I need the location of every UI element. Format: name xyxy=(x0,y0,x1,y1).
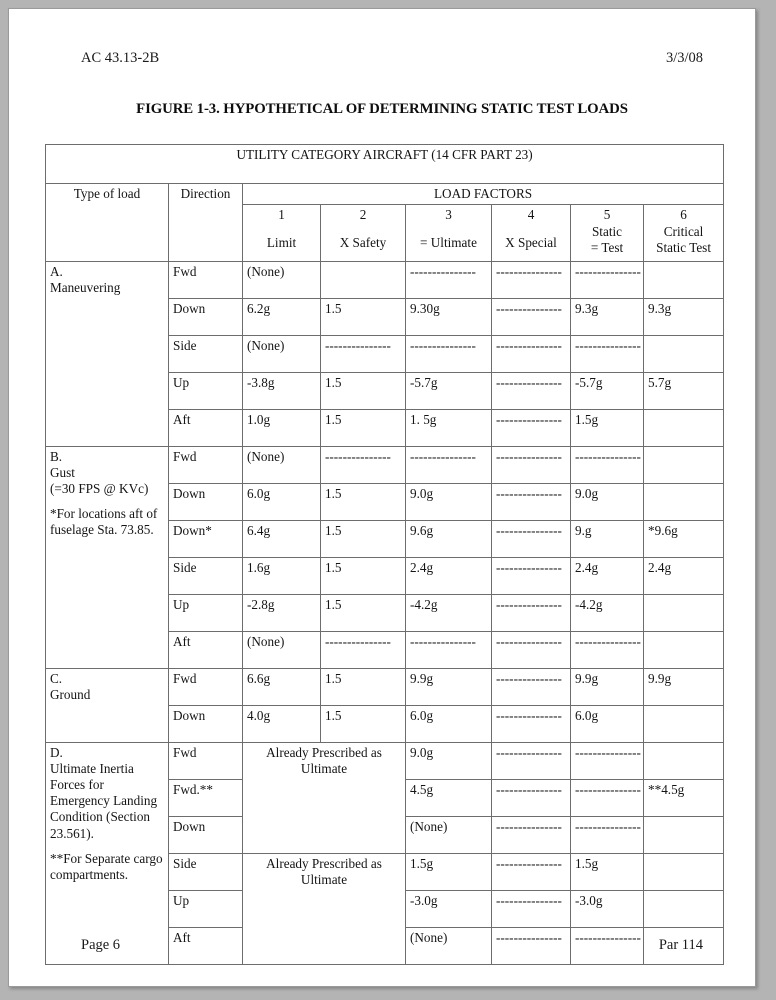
factor-5-static-test-cell: -5.7g xyxy=(571,373,644,410)
factor-5-static-test-cell xyxy=(571,780,644,817)
header-col-number: 5 xyxy=(603,207,611,223)
factor-1-limit-cell: (None) xyxy=(243,262,321,299)
empty-dash-marker: --------------- xyxy=(575,264,641,280)
section-label-A xyxy=(46,262,169,447)
header-col-line2: X Special xyxy=(505,235,557,251)
factor-1-limit-cell: 6.2g xyxy=(243,299,321,336)
header-col-line1: Static xyxy=(591,224,623,240)
running-head-date: 3/3/08 xyxy=(665,50,703,66)
section-label-line: D. xyxy=(50,745,63,761)
header-col-number: 3 xyxy=(445,207,452,223)
empty-dash-marker: --------------- xyxy=(496,486,562,502)
section-label-C xyxy=(46,669,169,743)
section-label-D xyxy=(46,743,169,965)
direction-cell: Down xyxy=(169,706,243,743)
factor-2-safety-cell xyxy=(321,336,406,373)
factor-4-special-cell xyxy=(492,558,571,595)
factor-1-limit-cell: (None) xyxy=(243,336,321,373)
direction-cell: Fwd.** xyxy=(169,780,243,817)
factor-6-critical-static-test-cell: 2.4g xyxy=(644,558,724,595)
factor-3-ultimate-cell xyxy=(406,632,492,669)
factor-2-safety-cell xyxy=(321,262,406,299)
factor-1-limit-cell: (None) xyxy=(243,632,321,669)
figure-title: FIGURE 1-3. HYPOTHETICAL OF DETERMINING STATIC TEST LOADS xyxy=(136,101,628,117)
header-col-number: 2 xyxy=(359,207,367,223)
factor-5-static-test-cell xyxy=(571,928,644,965)
section-label-line: Ultimate Inertia xyxy=(50,761,134,777)
table-header-row-1 xyxy=(46,184,724,205)
direction-cell: Down* xyxy=(169,521,243,558)
factor-1-limit-cell: (None) xyxy=(243,447,321,484)
factor-4-special-cell xyxy=(492,595,571,632)
empty-dash-marker: --------------- xyxy=(496,375,562,391)
empty-dash-marker: --------------- xyxy=(496,745,562,761)
direction-cell: Side xyxy=(169,854,243,891)
empty-dash-marker: --------------- xyxy=(496,930,562,946)
factor-4-special-cell xyxy=(492,299,571,336)
factor-4-special-cell xyxy=(492,336,571,373)
factor-3-ultimate-cell: 9.9g xyxy=(406,669,492,706)
direction-cell: Aft xyxy=(169,632,243,669)
footer-paragraph-ref: Par 114 xyxy=(658,937,703,953)
factor-4-special-cell xyxy=(492,854,571,891)
factor-5-static-test-cell: -3.0g xyxy=(571,891,644,928)
empty-dash-marker: --------------- xyxy=(325,634,391,650)
header-factor-col-3 xyxy=(406,205,492,262)
section-label-line: compartments. xyxy=(50,866,129,882)
header-col-line1: Critical xyxy=(663,224,704,240)
header-factor-col-5 xyxy=(571,205,644,262)
factor-3-ultimate-cell: 4.5g xyxy=(406,780,492,817)
empty-dash-marker: --------------- xyxy=(496,338,562,354)
empty-dash-marker: --------------- xyxy=(496,301,562,317)
section-label-line: (=30 FPS @ KVc) xyxy=(50,481,149,497)
header-factor-col-1 xyxy=(243,205,321,262)
header-load-factors: LOAD FACTORS xyxy=(243,184,724,205)
factor-3-ultimate-cell: -3.0g xyxy=(406,891,492,928)
table-row xyxy=(46,669,724,706)
empty-dash-marker: --------------- xyxy=(575,338,641,354)
factor-2-safety-cell: 1.5 xyxy=(321,410,406,447)
factor-2-safety-cell: 1.5 xyxy=(321,373,406,410)
table-row xyxy=(46,447,724,484)
merged-already-prescribed-bottom: Already Prescribed as Ultimate xyxy=(243,854,406,965)
empty-dash-marker: --------------- xyxy=(575,449,641,465)
direction-cell: Fwd xyxy=(169,743,243,780)
header-col-number: 4 xyxy=(527,207,535,223)
empty-dash-marker: --------------- xyxy=(496,412,562,428)
factor-6-critical-static-test-cell: *9.6g xyxy=(644,521,724,558)
factor-1-limit-cell: 1.0g xyxy=(243,410,321,447)
factor-2-safety-cell: 1.5 xyxy=(321,484,406,521)
section-label-line: C. xyxy=(50,671,63,687)
section-label-line: B. xyxy=(50,449,63,465)
factor-3-ultimate-cell: 9.0g xyxy=(406,743,492,780)
factor-5-static-test-cell: 1.5g xyxy=(571,410,644,447)
empty-dash-marker: --------------- xyxy=(496,893,562,909)
header-col-line2: Limit xyxy=(266,235,297,251)
factor-4-special-cell xyxy=(492,447,571,484)
table-banner: UTILITY CATEGORY AIRCRAFT (14 CFR PART 23) xyxy=(46,145,724,184)
header-factor-col-6 xyxy=(644,205,724,262)
empty-dash-marker: --------------- xyxy=(410,338,476,354)
direction-cell: Fwd xyxy=(169,447,243,484)
section-label-line: Gust xyxy=(50,465,75,481)
factor-6-critical-static-test-cell: 5.7g xyxy=(644,373,724,410)
factor-3-ultimate-cell: 6.0g xyxy=(406,706,492,743)
factor-5-static-test-cell: 6.0g xyxy=(571,706,644,743)
factor-6-critical-static-test-cell xyxy=(644,743,724,780)
section-label-line: A. xyxy=(50,264,63,280)
factor-3-ultimate-cell: 1. 5g xyxy=(406,410,492,447)
factor-5-static-test-cell: 9.g xyxy=(571,521,644,558)
factor-4-special-cell xyxy=(492,669,571,706)
factor-5-static-test-cell xyxy=(571,262,644,299)
factor-5-static-test-cell xyxy=(571,817,644,854)
header-direction: Direction xyxy=(169,184,243,262)
factor-2-safety-cell: 1.5 xyxy=(321,595,406,632)
empty-dash-marker: --------------- xyxy=(575,745,641,761)
empty-dash-marker: --------------- xyxy=(496,597,562,613)
factor-3-ultimate-cell: 2.4g xyxy=(406,558,492,595)
factor-6-critical-static-test-cell: **4.5g xyxy=(644,780,724,817)
factor-4-special-cell xyxy=(492,743,571,780)
empty-dash-marker: --------------- xyxy=(496,671,562,687)
factor-5-static-test-cell xyxy=(571,743,644,780)
factor-5-static-test-cell: 2.4g xyxy=(571,558,644,595)
direction-cell: Up xyxy=(169,891,243,928)
factor-1-limit-cell: 6.0g xyxy=(243,484,321,521)
factor-1-limit-cell: -2.8g xyxy=(243,595,321,632)
header-factor-col-4 xyxy=(492,205,571,262)
empty-dash-marker: --------------- xyxy=(325,338,391,354)
factor-2-safety-cell: 1.5 xyxy=(321,669,406,706)
factor-4-special-cell xyxy=(492,410,571,447)
factor-4-special-cell xyxy=(492,373,571,410)
empty-dash-marker: --------------- xyxy=(410,634,476,650)
merged-already-prescribed-top: Already Prescribed as Ultimate xyxy=(243,743,406,854)
direction-cell: Down xyxy=(169,484,243,521)
empty-dash-marker: --------------- xyxy=(496,523,562,539)
factor-3-ultimate-cell: -4.2g xyxy=(406,595,492,632)
factor-5-static-test-cell xyxy=(571,336,644,373)
section-label-line: *For locations aft of xyxy=(50,506,158,522)
header-col-line2: = Test xyxy=(590,240,624,256)
factor-1-limit-cell: 1.6g xyxy=(243,558,321,595)
factor-6-critical-static-test-cell xyxy=(644,447,724,484)
factor-6-critical-static-test-cell xyxy=(644,817,724,854)
direction-cell: Aft xyxy=(169,928,243,965)
factor-1-limit-cell: 4.0g xyxy=(243,706,321,743)
direction-cell: Side xyxy=(169,558,243,595)
factor-3-ultimate-cell xyxy=(406,447,492,484)
direction-cell: Fwd xyxy=(169,669,243,706)
factor-5-static-test-cell: 1.5g xyxy=(571,854,644,891)
header-col-line2: X Safety xyxy=(339,235,387,251)
factor-1-limit-cell: 6.4g xyxy=(243,521,321,558)
empty-dash-marker: --------------- xyxy=(575,819,641,835)
factor-2-safety-cell: 1.5 xyxy=(321,521,406,558)
document-page xyxy=(8,8,756,987)
direction-cell: Fwd xyxy=(169,262,243,299)
direction-cell: Down xyxy=(169,817,243,854)
label-spacer xyxy=(50,497,164,506)
factor-4-special-cell xyxy=(492,632,571,669)
empty-dash-marker: --------------- xyxy=(496,560,562,576)
factor-6-critical-static-test-cell xyxy=(644,706,724,743)
header-type-of-load: Type of load xyxy=(46,184,169,262)
factor-3-ultimate-cell: 9.6g xyxy=(406,521,492,558)
empty-dash-marker: --------------- xyxy=(496,782,562,798)
section-label-line: **For Separate cargo xyxy=(50,850,163,866)
footer-page-number: Page 6 xyxy=(81,937,121,953)
factor-3-ultimate-cell: (None) xyxy=(406,817,492,854)
factor-6-critical-static-test-cell xyxy=(644,484,724,521)
empty-dash-marker: --------------- xyxy=(496,708,562,724)
section-label-B xyxy=(46,447,169,669)
section-label-line: 23.561). xyxy=(50,825,94,841)
factor-6-critical-static-test-cell xyxy=(644,262,724,299)
direction-cell: Up xyxy=(169,373,243,410)
factor-2-safety-cell: 1.5 xyxy=(321,558,406,595)
factor-4-special-cell xyxy=(492,891,571,928)
factor-5-static-test-cell: 9.3g xyxy=(571,299,644,336)
table-row xyxy=(46,743,724,780)
factor-6-critical-static-test-cell xyxy=(644,410,724,447)
header-col-number: 6 xyxy=(680,207,687,223)
factor-6-critical-static-test-cell xyxy=(644,336,724,373)
empty-dash-marker: --------------- xyxy=(410,264,476,280)
direction-cell: Up xyxy=(169,595,243,632)
factor-6-critical-static-test-cell xyxy=(644,854,724,891)
factor-5-static-test-cell xyxy=(571,447,644,484)
empty-dash-marker: --------------- xyxy=(496,449,562,465)
empty-dash-marker: --------------- xyxy=(575,634,641,650)
direction-cell: Side xyxy=(169,336,243,373)
factor-4-special-cell xyxy=(492,780,571,817)
section-label-line: Condition (Section xyxy=(50,809,151,825)
header-col-line2: = Ultimate xyxy=(420,235,477,251)
factor-2-safety-cell xyxy=(321,632,406,669)
direction-cell: Down xyxy=(169,299,243,336)
factor-2-safety-cell: 1.5 xyxy=(321,299,406,336)
section-label-line: fuselage Sta. 73.85. xyxy=(50,522,154,538)
section-label-line: Forces for xyxy=(50,777,104,793)
factor-4-special-cell xyxy=(492,928,571,965)
header-col-line2: Static Test xyxy=(656,240,711,256)
static-test-loads-table xyxy=(45,144,724,965)
factor-3-ultimate-cell xyxy=(406,262,492,299)
factor-5-static-test-cell xyxy=(571,632,644,669)
factor-6-critical-static-test-cell xyxy=(644,595,724,632)
label-spacer xyxy=(50,842,164,851)
factor-3-ultimate-cell xyxy=(406,336,492,373)
empty-dash-marker: --------------- xyxy=(325,449,391,465)
table-body xyxy=(46,145,724,965)
factor-3-ultimate-cell: (None) xyxy=(406,928,492,965)
empty-dash-marker: --------------- xyxy=(496,856,562,872)
factor-4-special-cell xyxy=(492,262,571,299)
factor-4-special-cell xyxy=(492,521,571,558)
running-head-doc-id: AC 43.13-2B xyxy=(81,50,160,66)
empty-dash-marker: --------------- xyxy=(410,449,476,465)
section-label-line: Maneuvering xyxy=(50,280,121,296)
factor-3-ultimate-cell: -5.7g xyxy=(406,373,492,410)
factor-3-ultimate-cell: 9.30g xyxy=(406,299,492,336)
factor-1-limit-cell: 6.6g xyxy=(243,669,321,706)
direction-cell: Aft xyxy=(169,410,243,447)
empty-dash-marker: --------------- xyxy=(575,782,641,798)
table-row xyxy=(46,262,724,299)
factor-2-safety-cell: 1.5 xyxy=(321,706,406,743)
factor-1-limit-cell: -3.8g xyxy=(243,373,321,410)
section-label-line: Ground xyxy=(50,687,91,703)
factor-3-ultimate-cell: 1.5g xyxy=(406,854,492,891)
empty-dash-marker: --------------- xyxy=(575,930,641,946)
empty-dash-marker: --------------- xyxy=(496,634,562,650)
factor-5-static-test-cell: 9.9g xyxy=(571,669,644,706)
factor-4-special-cell xyxy=(492,484,571,521)
factor-6-critical-static-test-cell xyxy=(644,632,724,669)
factor-4-special-cell xyxy=(492,706,571,743)
factor-6-critical-static-test-cell: 9.9g xyxy=(644,669,724,706)
table-banner-row xyxy=(46,145,724,184)
header-col-number: 1 xyxy=(278,207,285,223)
header-factor-col-2 xyxy=(321,205,406,262)
factor-6-critical-static-test-cell: 9.3g xyxy=(644,299,724,336)
empty-dash-marker: --------------- xyxy=(496,264,562,280)
factor-6-critical-static-test-cell xyxy=(644,891,724,928)
factor-2-safety-cell xyxy=(321,447,406,484)
factor-5-static-test-cell: 9.0g xyxy=(571,484,644,521)
factor-3-ultimate-cell: 9.0g xyxy=(406,484,492,521)
section-label-line: Emergency Landing xyxy=(50,793,158,809)
empty-dash-marker: --------------- xyxy=(496,819,562,835)
factor-4-special-cell xyxy=(492,817,571,854)
factor-5-static-test-cell: -4.2g xyxy=(571,595,644,632)
static-test-loads-table-wrapper xyxy=(45,144,723,965)
